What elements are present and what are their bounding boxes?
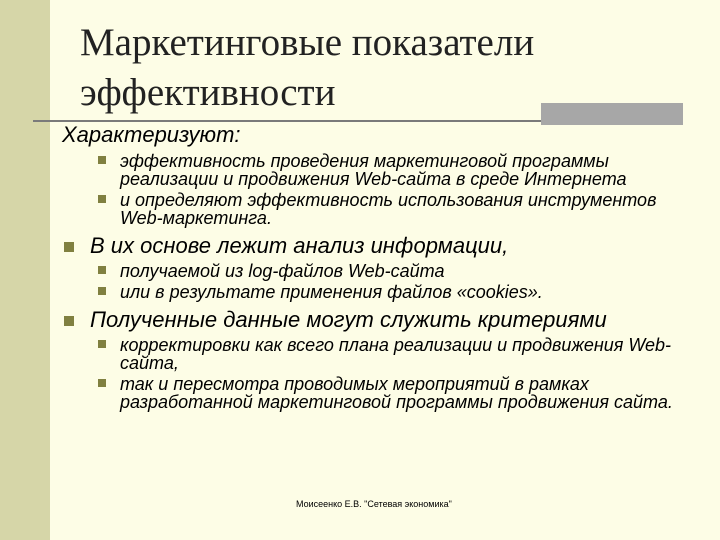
bullet-item	[62, 307, 702, 333]
sub-bullet-item	[62, 262, 702, 280]
bullet-item	[62, 233, 702, 259]
title-line-1: Маркетинговые показатели	[80, 21, 535, 64]
sub-bullet-text: или в результате применения файлов «cookies».	[120, 282, 543, 302]
sub-bullet-text: эффективность проведения маркетинговой программы реализации и продвижения Web-сайта в среде Интернета	[120, 151, 627, 189]
sub-bullet-text: так и пересмотра проводимых мероприятий в рамках разработанной маркетинговой программы продвижения сайта.	[120, 374, 673, 412]
bullet-text: Полученные данные могут служить критериями	[90, 307, 607, 332]
square-bullet-icon	[98, 379, 106, 387]
lead-text: Характеризуют:	[62, 122, 241, 147]
footer-credit: Моисеенко Е.В. "Сетевая экономика"	[296, 499, 452, 509]
square-bullet-icon	[98, 287, 106, 295]
sub-bullet-item	[62, 191, 702, 227]
square-bullet-icon	[98, 340, 106, 348]
square-bullet-icon	[98, 195, 106, 203]
square-bullet-icon	[64, 242, 74, 252]
square-bullet-icon	[98, 266, 106, 274]
sub-bullet-text: получаемой из log-файлов Web-сайта	[120, 261, 445, 281]
square-bullet-icon	[98, 156, 106, 164]
square-bullet-icon	[64, 316, 74, 326]
sub-bullet-item	[62, 152, 702, 188]
title-line-2: эффективности	[80, 71, 336, 114]
sub-bullet-text: и определяют эффективность использования инструментов Web-маркетинга.	[120, 190, 657, 228]
slide-body	[62, 122, 702, 411]
sub-bullet-text: корректировки как всего плана реализации и продвижения Web-сайта,	[120, 335, 672, 373]
sub-bullet-item	[62, 375, 702, 411]
sub-bullet-item	[62, 336, 702, 372]
bullet-text: В их основе лежит анализ информации,	[90, 233, 509, 258]
sub-bullet-item	[62, 283, 702, 301]
left-decorative-band	[0, 0, 50, 540]
